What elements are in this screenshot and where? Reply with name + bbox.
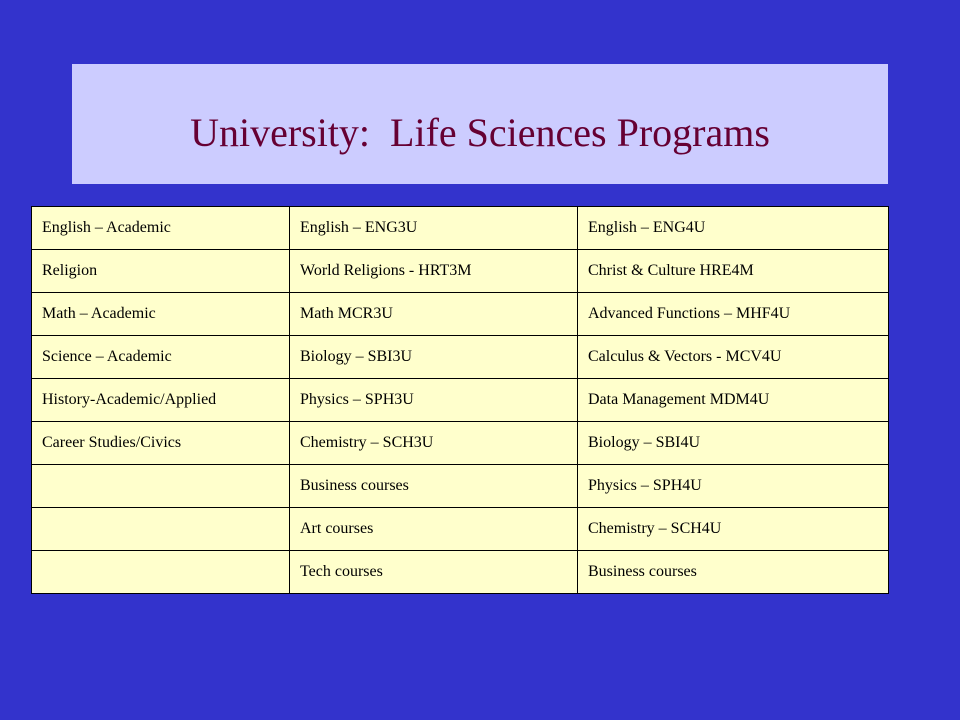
table-cell: Chemistry – SCH3U: [290, 422, 578, 465]
table-cell: English – Academic: [32, 207, 290, 250]
table-cell: Advanced Functions – MHF4U: [578, 293, 889, 336]
table-cell: Math – Academic: [32, 293, 290, 336]
table-cell: [32, 465, 290, 508]
table-row: [32, 379, 889, 422]
table-row: [32, 422, 889, 465]
title-banner: [72, 64, 888, 184]
table-cell: Physics – SPH4U: [578, 465, 889, 508]
table-cell: Biology – SBI4U: [578, 422, 889, 465]
table-row: [32, 465, 889, 508]
table-cell: Tech courses: [290, 551, 578, 594]
table-cell: Calculus & Vectors - MCV4U: [578, 336, 889, 379]
table-cell: Religion: [32, 250, 290, 293]
table-row: [32, 207, 889, 250]
table-cell: Art courses: [290, 508, 578, 551]
table-cell: Business courses: [290, 465, 578, 508]
table-cell: World Religions - HRT3M: [290, 250, 578, 293]
table-row: [32, 336, 889, 379]
page-title: University: Life Sciences Programs: [190, 109, 770, 155]
course-table: [31, 206, 889, 594]
table-row: [32, 250, 889, 293]
table-cell: History-Academic/Applied: [32, 379, 290, 422]
table-cell: English – ENG3U: [290, 207, 578, 250]
table-cell: [32, 508, 290, 551]
table-cell: Data Management MDM4U: [578, 379, 889, 422]
table-cell: Business courses: [578, 551, 889, 594]
table-cell: [32, 551, 290, 594]
table-row: [32, 293, 889, 336]
table-cell: Career Studies/Civics: [32, 422, 290, 465]
table-row: [32, 551, 889, 594]
table-row: [32, 508, 889, 551]
table-cell: Chemistry – SCH4U: [578, 508, 889, 551]
table-cell: Science – Academic: [32, 336, 290, 379]
table-cell: Math MCR3U: [290, 293, 578, 336]
table-cell: Christ & Culture HRE4M: [578, 250, 889, 293]
table-cell: Physics – SPH3U: [290, 379, 578, 422]
table-cell: English – ENG4U: [578, 207, 889, 250]
table-cell: Biology – SBI3U: [290, 336, 578, 379]
